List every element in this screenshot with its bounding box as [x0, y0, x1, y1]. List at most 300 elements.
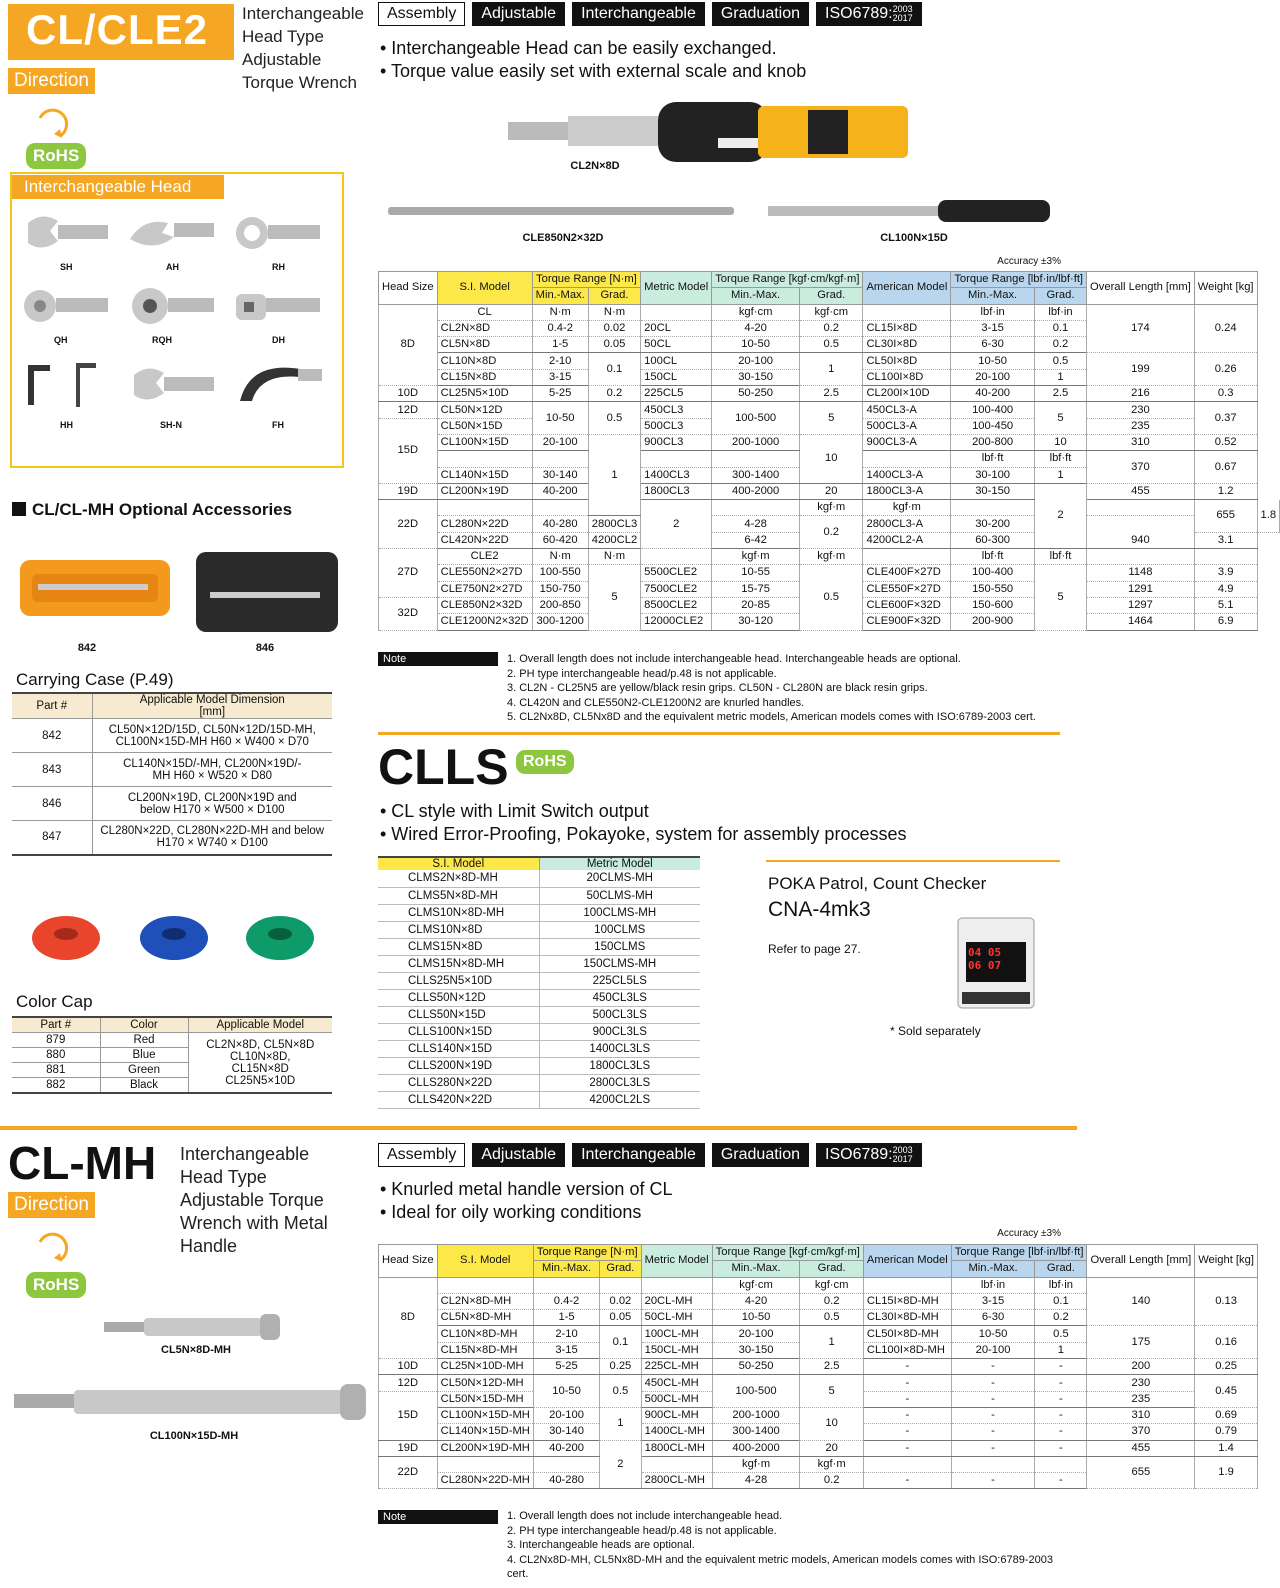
td: 0.1: [600, 1326, 641, 1359]
td: CLE1200N2×32D: [437, 614, 532, 630]
td-si-model: CLLS420N×22D: [378, 1091, 539, 1108]
td: CL25N×10D-MH: [437, 1359, 533, 1375]
td: 0.26: [1194, 353, 1257, 386]
td: 1291: [1087, 581, 1195, 597]
case-842-image: [18, 556, 172, 620]
mh-title: CL-MH: [8, 1137, 157, 1189]
td: 1800CL3-A: [863, 483, 951, 499]
td-metric-model: 500CL3LS: [539, 1006, 700, 1023]
head-fh-icon: [230, 355, 326, 415]
note: 4. CL2Nx8D-MH, CL5Nx8D-MH and the equivalent metric models, American models comes with ISO:6789-2003 cert.: [507, 1553, 1053, 1580]
td: 10-50: [532, 402, 588, 435]
td: 370: [1087, 1424, 1195, 1440]
td: CL50N×12D: [437, 402, 532, 418]
td: 230: [1087, 1375, 1195, 1391]
td: 2.5: [1034, 386, 1086, 402]
td: 3-15: [951, 320, 1035, 336]
td: 40-280: [533, 1473, 599, 1489]
td-color: Red: [100, 1033, 188, 1048]
td: 7500CLE2: [641, 581, 712, 597]
td: CL50N×15D: [437, 418, 532, 434]
td-si-model: CLLS25N5×10D: [378, 972, 539, 989]
td: 4-20: [712, 1293, 800, 1309]
td: 0.25: [600, 1359, 641, 1375]
td-si-model: CLMS10N×8D-MH: [378, 904, 539, 921]
head-item: [230, 282, 336, 345]
td: CLE900F×32D: [863, 614, 951, 630]
td: 450CL3: [641, 402, 712, 418]
th-part: Part #: [12, 693, 92, 719]
td: -: [1035, 1391, 1087, 1407]
td: 150-750: [532, 581, 588, 597]
photo-label: CL5N×8D-MH: [161, 1344, 231, 1356]
td-part: 882: [12, 1078, 100, 1094]
td: 0.1: [1035, 1293, 1087, 1309]
td: 1: [1034, 467, 1086, 483]
td: 0.2: [1035, 1310, 1087, 1326]
td: 0.4-2: [533, 1293, 599, 1309]
td: CL50I×8D: [863, 353, 951, 369]
note: 3. CL2N - CL25N5 are yellow/black resin grips. CL50N - CL280N are black resin grips.: [507, 682, 928, 694]
td: CL15I×8D-MH: [863, 1293, 951, 1309]
td: 1: [1035, 1342, 1087, 1358]
td: 455: [1087, 1440, 1195, 1456]
td: 10: [800, 1407, 863, 1440]
iso-year: 2003: [892, 4, 913, 14]
td: 370: [1087, 451, 1195, 484]
td: N·m: [588, 304, 640, 320]
td: -: [1035, 1407, 1087, 1423]
tag-adjustable: Adjustable: [472, 1143, 565, 1167]
td: 1400CL-MH: [641, 1424, 712, 1440]
head-ah-icon: [124, 209, 220, 257]
td: [533, 1277, 599, 1293]
td: -: [863, 1473, 951, 1489]
head-shn-icon: [124, 355, 220, 415]
td: 0.02: [588, 320, 640, 336]
td: [863, 549, 951, 565]
tag-interchangeable: Interchangeable: [572, 2, 705, 26]
th-si-model: S.I. Model: [378, 857, 539, 870]
td: 1297: [1087, 597, 1195, 613]
th-weight: Weight [kg]: [1194, 272, 1257, 305]
td: 0.5: [800, 565, 863, 630]
td: CLE550N2×27D: [437, 565, 532, 581]
divider: [766, 860, 1060, 862]
td: 10-50: [712, 1310, 800, 1326]
td-part: 881: [12, 1063, 100, 1078]
td: [641, 304, 712, 320]
clls-title: CLLS: [378, 739, 509, 795]
case-846-image: [194, 550, 340, 634]
td: CLE2: [437, 549, 532, 565]
td: 0.2: [800, 516, 863, 549]
td: 400-2000: [712, 1440, 800, 1456]
td: 200-900: [951, 614, 1035, 630]
td: 100-550: [532, 565, 588, 581]
td: 8D: [379, 304, 438, 385]
td: 500CL3-A: [863, 418, 951, 434]
td: 0.05: [588, 337, 640, 353]
td: CL100N×15D: [437, 434, 532, 450]
td: CL280N×22D: [437, 516, 532, 532]
td: 1: [800, 353, 863, 386]
td: 4200CL2-A: [863, 532, 951, 548]
th-overall: Overall Length [mm]: [1087, 1245, 1195, 1278]
td: 50CL: [641, 337, 712, 353]
td: 3-15: [951, 1293, 1035, 1309]
td: 1.9: [1195, 1456, 1258, 1489]
td-metric-model: 50CLMS-MH: [539, 887, 700, 904]
td-si-model: CLLS100N×15D: [378, 1023, 539, 1040]
td: 225CL-MH: [641, 1359, 712, 1375]
td: 450CL3-A: [863, 402, 951, 418]
color-cap-title: Color Cap: [16, 992, 93, 1011]
photo-label: CLE850N2×32D: [522, 232, 604, 244]
td: 216: [1087, 386, 1195, 402]
td: 1148: [1087, 565, 1195, 581]
th-torque-nm: Torque Range [N·m]: [533, 1245, 641, 1261]
rohs-badge: RoHS: [26, 1272, 86, 1298]
td-metric-model: 1800CL3LS: [539, 1057, 700, 1074]
td: -: [1035, 1359, 1087, 1375]
td: 40-200: [951, 386, 1035, 402]
td: -: [951, 1375, 1035, 1391]
td: 20: [800, 483, 863, 499]
td: 5: [800, 1375, 863, 1408]
note: 1. Overall length does not include interchangeable head. Interchangeable heads are optional.: [507, 653, 961, 665]
td: lbf·in: [1034, 304, 1086, 320]
td: 100-400: [951, 402, 1035, 418]
td: 8500CLE2: [641, 597, 712, 613]
head-item: [230, 355, 336, 430]
td-applicable: CL2N×8D, CL5N×8D CL10N×8D, CL15N×8D CL25N5×10D: [188, 1033, 332, 1094]
subtitle-line: Handle: [180, 1236, 238, 1256]
clls-row: [378, 1006, 700, 1023]
td: 200: [1087, 1359, 1195, 1375]
th-applicable: Applicable Model: [188, 1017, 332, 1033]
td: 1-5: [532, 337, 588, 353]
td: [712, 500, 800, 516]
tag-graduation: Graduation: [712, 1143, 809, 1167]
td: 40-280: [532, 516, 588, 532]
td-si-model: CLMS15N×8D-MH: [378, 955, 539, 972]
th-head-size: Head Size: [379, 1245, 438, 1278]
case-label: 846: [255, 642, 275, 654]
accessories-title: [12, 500, 292, 520]
head-label: RH: [272, 262, 285, 272]
mh-spec-table: [378, 1244, 1258, 1489]
td: 0.5: [1035, 1326, 1087, 1342]
td: 140: [1087, 1277, 1195, 1326]
td: 19D: [379, 483, 438, 499]
clls-row: [378, 870, 700, 887]
head-item: [18, 355, 124, 430]
td: kgf·cm: [712, 304, 800, 320]
photo-label: CL2N×8D: [570, 160, 620, 172]
td: 40-200: [532, 483, 588, 499]
case-label: 842: [77, 642, 97, 654]
display-digits: 06 07: [968, 959, 1002, 972]
td: 2: [600, 1440, 641, 1489]
accuracy-note: Accuracy ±3%: [997, 1228, 1061, 1239]
td: CL30I×8D: [863, 337, 951, 353]
accuracy-note: Accuracy ±3%: [997, 256, 1061, 267]
td: 310: [1087, 1407, 1195, 1423]
td: 10: [800, 434, 863, 483]
td: CL50N×12D-MH: [437, 1375, 533, 1391]
th-overall: Overall Length [mm]: [1087, 272, 1195, 305]
interchangeable-head-panel: [10, 172, 344, 468]
iso-text: ISO6789:: [825, 5, 893, 23]
td: lbf·ft: [1034, 451, 1086, 467]
td: 0.45: [1195, 1375, 1258, 1408]
td: 0.37: [1194, 402, 1257, 435]
td: [437, 1277, 533, 1293]
subtitle-line: Adjustable: [242, 50, 322, 69]
td: 5.1: [1194, 597, 1257, 613]
td: 100-500: [712, 402, 800, 435]
tag-iso: [816, 1143, 922, 1167]
td: 2: [1034, 483, 1086, 548]
td: 60-420: [532, 532, 588, 548]
td: 50-250: [712, 386, 800, 402]
td: 655: [1087, 1456, 1195, 1489]
td: [863, 1277, 951, 1293]
th-minmax: Min.-Max.: [951, 288, 1035, 304]
td: 1800CL3: [641, 483, 712, 499]
td: 10-50: [712, 337, 800, 353]
wrench-photo-cl2n: [508, 98, 920, 166]
td-color: Green: [100, 1063, 188, 1078]
note-label: Note: [378, 1510, 498, 1524]
td: kgf·m: [800, 1456, 863, 1472]
wrench-photo-cl100n-mh: [14, 1382, 366, 1422]
td: 100-500: [712, 1375, 800, 1408]
td: 2800CL-MH: [641, 1473, 712, 1489]
td: -: [951, 1391, 1035, 1407]
td: kgf·m: [863, 500, 951, 516]
td: 1: [800, 1326, 863, 1359]
td: 0.2: [588, 386, 640, 402]
td: 100CL: [641, 353, 712, 369]
color-cap-table: [12, 1016, 332, 1094]
bullet: • CL style with Limit Switch output: [380, 801, 649, 821]
td: 4-20: [712, 320, 800, 336]
th-torque-lbf: Torque Range [lbf·in/lbf·ft]: [951, 272, 1087, 288]
td: 100CL-MH: [641, 1326, 712, 1342]
direction-label: Direction: [8, 68, 95, 94]
td: 225CL5: [641, 386, 712, 402]
td-metric-model: 20CLMS-MH: [539, 870, 700, 887]
td: -: [863, 1424, 951, 1440]
td: 1: [600, 1407, 641, 1440]
td-part: 879: [12, 1033, 100, 1048]
td: [1087, 549, 1195, 565]
td: 32D: [379, 597, 438, 630]
td-si-model: CLLS50N×12D: [378, 989, 539, 1006]
mh-subtitle: [180, 1143, 328, 1258]
note: 3. Interchangeable heads are optional.: [507, 1539, 695, 1551]
head-label: HH: [60, 420, 73, 430]
td: -: [863, 1407, 951, 1423]
td: CL50I×8D-MH: [863, 1326, 951, 1342]
td: [1194, 549, 1257, 565]
td: 3.1: [1194, 532, 1257, 548]
td: -: [951, 1473, 1035, 1489]
td: 1.8: [1257, 500, 1280, 533]
td: lbf·ft: [951, 451, 1035, 467]
td: -: [951, 1440, 1035, 1456]
th-minmax: Min.-Max.: [712, 1261, 800, 1277]
td: kgf·m: [800, 500, 863, 516]
td-color: Blue: [100, 1048, 188, 1063]
td: 3-15: [532, 369, 588, 385]
td: 5: [588, 565, 640, 630]
clls-row: [378, 1074, 700, 1091]
photo-label: CL100N×15D: [880, 232, 948, 244]
td: CL5N×8D: [437, 337, 532, 353]
td: CL420N×22D: [437, 532, 532, 548]
td: -: [863, 1359, 951, 1375]
td: [951, 1456, 1035, 1472]
td: 6-30: [951, 1310, 1035, 1326]
td: 19D: [379, 1440, 438, 1456]
th-grad: Grad.: [588, 288, 640, 304]
td-applicable: CL140N×15D/-MH, CL200N×19D/-MH H60 × W520 × D80: [92, 753, 332, 787]
td: 2800CL3: [588, 516, 640, 532]
section-divider: [0, 1126, 1077, 1130]
td: CL2N×8D: [437, 320, 532, 336]
td: 6-30: [951, 337, 1035, 353]
td: 100-450: [951, 418, 1035, 434]
head-label: AH: [166, 262, 179, 272]
td-part: 842: [12, 719, 92, 753]
td: 0.24: [1194, 304, 1257, 353]
td: 300-1400: [712, 467, 800, 483]
td: CLE850N2×32D: [437, 597, 532, 613]
td: lbf·in: [1035, 1277, 1087, 1293]
td: 30-140: [533, 1424, 599, 1440]
td: 0.5: [800, 337, 863, 353]
td: 6.9: [1194, 614, 1257, 630]
td: [863, 1456, 951, 1472]
th-metric-model: Metric Model: [539, 857, 700, 870]
th-minmax: Min.-Max.: [533, 1261, 599, 1277]
td: 0.16: [1195, 1326, 1258, 1359]
clls-row: [378, 1091, 700, 1108]
td: 10-50: [951, 1326, 1035, 1342]
td: CL280N×22D-MH: [437, 1473, 533, 1489]
subtitle-line: Interchangeable: [180, 1144, 310, 1164]
iso-year: 2017: [892, 1154, 913, 1164]
td-metric-model: 225CL5LS: [539, 972, 700, 989]
clls-row: [378, 938, 700, 955]
td: 200-850: [532, 597, 588, 613]
clls-row: [378, 904, 700, 921]
td: -: [1035, 1375, 1087, 1391]
td: 15D: [379, 418, 438, 483]
td-applicable: CL280N×22D, CL280N×22D-MH and below H170 × W740 × D100: [92, 821, 332, 855]
td-metric-model: 2800CL3LS: [539, 1074, 700, 1091]
td: 6-42: [712, 532, 800, 548]
heads-title: Interchangeable Head: [12, 175, 224, 199]
carrying-case-title: Carrying Case (P.49): [16, 670, 174, 689]
td: [641, 1456, 712, 1472]
td: CL5N×8D-MH: [437, 1310, 533, 1326]
td-part: 843: [12, 753, 92, 787]
head-label: QH: [54, 335, 68, 345]
tag-interchangeable: Interchangeable: [572, 1143, 705, 1167]
td: 30-100: [951, 467, 1035, 483]
td: 1400CL3: [641, 467, 712, 483]
wrench-photo-cl5n-mh: [104, 1312, 280, 1342]
td: [600, 1277, 641, 1293]
head-item: [18, 209, 124, 272]
td: 2.5: [800, 1359, 863, 1375]
tag-iso: [816, 2, 922, 26]
td: N·m: [532, 304, 588, 320]
td: 2800CL3-A: [863, 516, 951, 532]
td: 4.9: [1194, 581, 1257, 597]
th-minmax: Min.-Max.: [712, 288, 800, 304]
td: -: [951, 1424, 1035, 1440]
clls-row: [378, 1057, 700, 1074]
td: -: [863, 1391, 951, 1407]
th-torque-lbf: Torque Range [lbf·in/lbf·ft]: [951, 1245, 1087, 1261]
square-icon: [12, 502, 26, 516]
td: 1400CL3-A: [863, 467, 951, 483]
td: [532, 451, 588, 467]
td: 1800CL-MH: [641, 1440, 712, 1456]
head-label: SH-N: [160, 420, 182, 430]
td: 4-28: [712, 516, 800, 532]
th-torque-nm: Torque Range [N·m]: [532, 272, 641, 288]
head-item: [124, 282, 230, 345]
td: 2: [641, 500, 712, 549]
td: 20-100: [951, 369, 1035, 385]
note: 1. Overall length does not include interchangeable head.: [507, 1510, 783, 1522]
td: 40-200: [533, 1440, 599, 1456]
td: [1087, 500, 1195, 516]
td: 0.5: [600, 1375, 641, 1408]
subtitle-line: Interchangeable: [242, 4, 364, 23]
th-applicable: Applicable Model Dimension [mm]: [92, 693, 332, 719]
td: CL100I×8D-MH: [863, 1342, 951, 1358]
td: 10D: [379, 386, 438, 402]
td: lbf·ft: [1034, 549, 1086, 565]
th-color: Color: [100, 1017, 188, 1033]
divider: [378, 732, 1060, 735]
cl-notes: [507, 652, 1036, 725]
td: 20-100: [951, 1342, 1035, 1358]
td: 5500CLE2: [641, 565, 712, 581]
td: [641, 1277, 712, 1293]
td: 22D: [379, 500, 438, 549]
td: [532, 500, 588, 516]
td: CL100I×8D: [863, 369, 951, 385]
td: 174: [1087, 304, 1195, 353]
wrench-photo-cl100n: [768, 196, 1050, 226]
mh-spec-body: [379, 1277, 1258, 1489]
td-metric-model: 100CLMS-MH: [539, 904, 700, 921]
td: 20-85: [712, 597, 800, 613]
td: 0.13: [1195, 1277, 1258, 1326]
td: [533, 1456, 599, 1472]
td: 0.5: [800, 1310, 863, 1326]
accessories-title-text: CL/CL-MH Optional Accessories: [32, 500, 293, 519]
subtitle-line: Head Type: [180, 1167, 267, 1187]
